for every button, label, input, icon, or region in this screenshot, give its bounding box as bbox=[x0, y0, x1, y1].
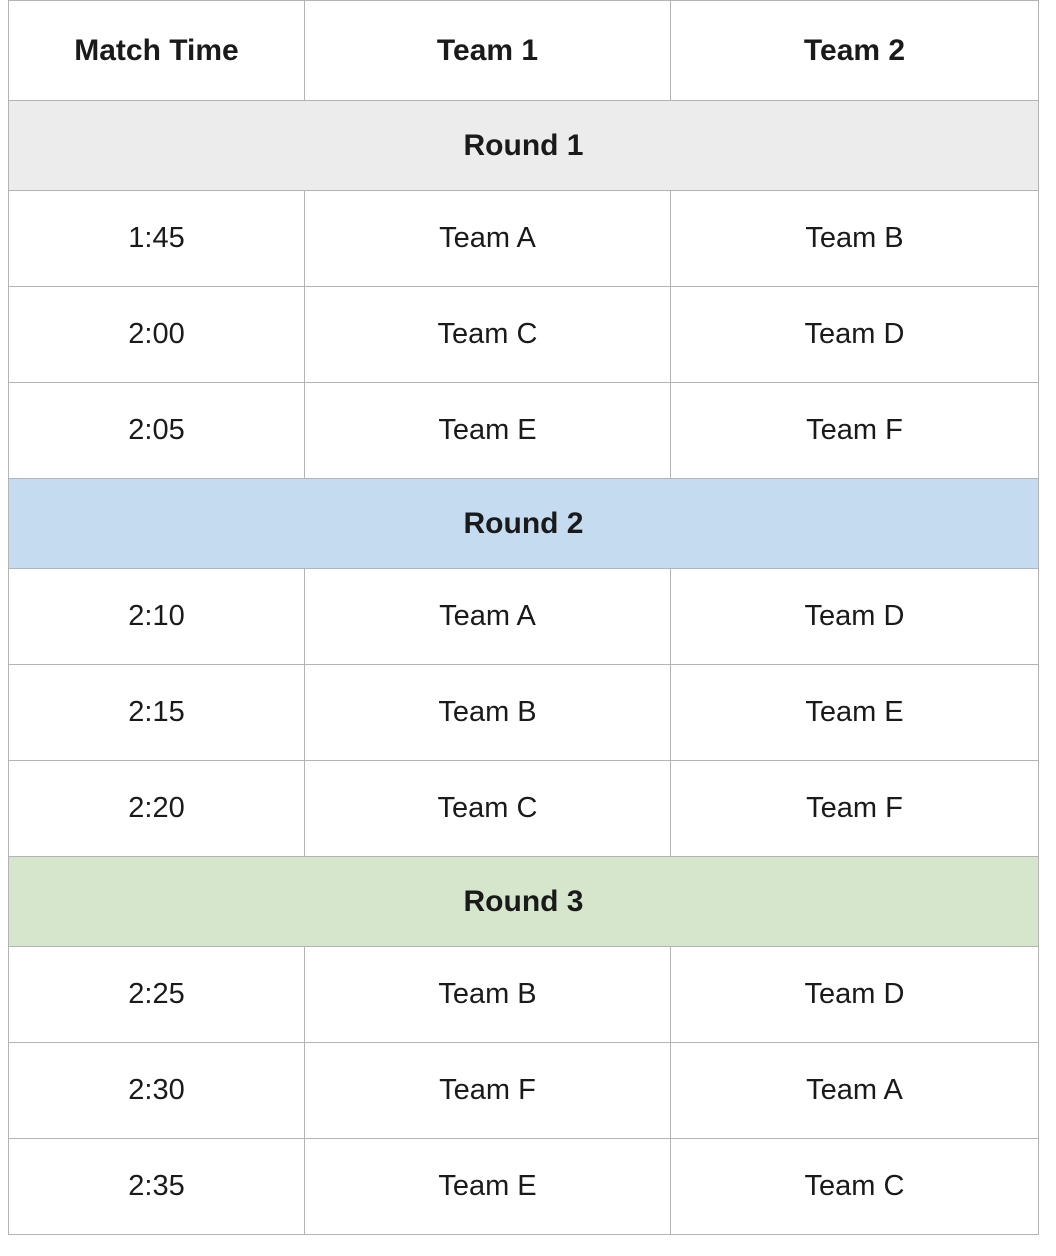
team-2-cell: Team D bbox=[671, 569, 1039, 665]
round-label: Round 2 bbox=[9, 479, 1039, 569]
team-2-cell: Team F bbox=[671, 383, 1039, 479]
match-time-cell: 2:35 bbox=[9, 1139, 305, 1235]
team-2-cell: Team A bbox=[671, 1043, 1039, 1139]
match-time-cell: 2:05 bbox=[9, 383, 305, 479]
bottom-spacer bbox=[0, 1235, 1056, 1249]
match-time-cell: 2:10 bbox=[9, 569, 305, 665]
table-row bbox=[9, 383, 1039, 479]
team-2-cell: Team D bbox=[671, 947, 1039, 1043]
team-1-cell: Team E bbox=[305, 1139, 671, 1235]
match-schedule-table bbox=[8, 0, 1039, 1235]
table-row bbox=[9, 191, 1039, 287]
team-2-cell: Team C bbox=[671, 1139, 1039, 1235]
match-time-cell: 2:25 bbox=[9, 947, 305, 1043]
table-row bbox=[9, 665, 1039, 761]
team-1-cell: Team C bbox=[305, 287, 671, 383]
team-1-cell: Team A bbox=[305, 569, 671, 665]
table-row bbox=[9, 761, 1039, 857]
table-row bbox=[9, 569, 1039, 665]
table-row bbox=[9, 1139, 1039, 1235]
column-header-match-time: Match Time bbox=[9, 1, 305, 101]
team-2-cell: Team D bbox=[671, 287, 1039, 383]
match-time-cell: 2:20 bbox=[9, 761, 305, 857]
round-label: Round 3 bbox=[9, 857, 1039, 947]
match-time-cell: 2:30 bbox=[9, 1043, 305, 1139]
team-1-cell: Team C bbox=[305, 761, 671, 857]
team-2-cell: Team F bbox=[671, 761, 1039, 857]
team-1-cell: Team F bbox=[305, 1043, 671, 1139]
match-time-cell: 2:15 bbox=[9, 665, 305, 761]
team-1-cell: Team B bbox=[305, 947, 671, 1043]
team-1-cell: Team A bbox=[305, 191, 671, 287]
column-header-team-2: Team 2 bbox=[671, 1, 1039, 101]
round-header-row bbox=[9, 857, 1039, 947]
round-header-row bbox=[9, 479, 1039, 569]
team-2-cell: Team E bbox=[671, 665, 1039, 761]
table-header-row bbox=[9, 1, 1039, 101]
team-1-cell: Team B bbox=[305, 665, 671, 761]
table-body bbox=[9, 101, 1039, 1235]
column-header-team-1: Team 1 bbox=[305, 1, 671, 101]
team-1-cell: Team E bbox=[305, 383, 671, 479]
match-time-cell: 2:00 bbox=[9, 287, 305, 383]
table-row bbox=[9, 287, 1039, 383]
table-header bbox=[9, 1, 1039, 101]
team-2-cell: Team B bbox=[671, 191, 1039, 287]
round-label: Round 1 bbox=[9, 101, 1039, 191]
table-row bbox=[9, 947, 1039, 1043]
round-header-row bbox=[9, 101, 1039, 191]
table-row bbox=[9, 1043, 1039, 1139]
match-time-cell: 1:45 bbox=[9, 191, 305, 287]
